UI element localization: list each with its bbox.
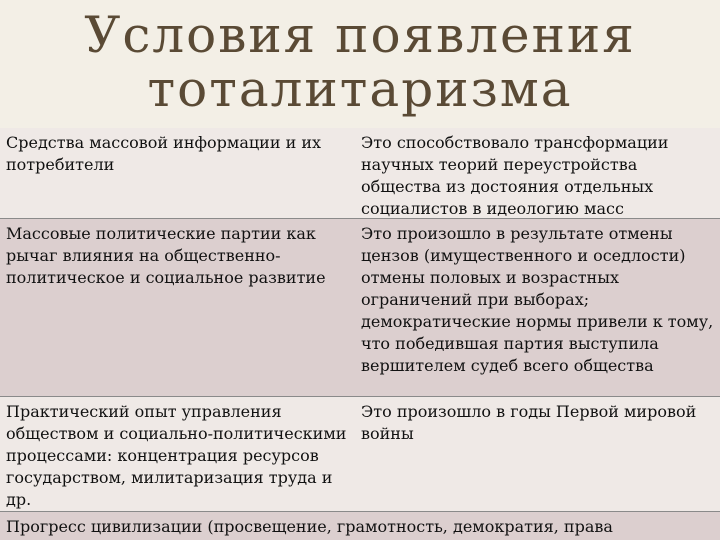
table-cell-explanation: Это произошло в годы Первой мировой войны — [355, 397, 720, 511]
page-title-line-2: тоталитаризма — [147, 60, 573, 118]
table-row — [0, 128, 720, 219]
table-cell-condition: Средства массовой информации и их потребители — [0, 128, 355, 218]
table-cell-condition: Массовые политические партии как рычаг влияния на общественно-политическое и социальное развитие — [0, 219, 355, 396]
conditions-table — [0, 128, 720, 540]
table-row — [0, 397, 720, 512]
table-row — [0, 512, 720, 540]
page-title-line-1: Условия появления — [84, 6, 636, 64]
table-row — [0, 219, 720, 397]
table-cell-explanation: Это произошло в результате отмены цензов (имущественного и оседлости) отмены половых и возрастных ограничений при выборах; демократические нормы привели к тому, что победившая партия выступила вершителем судеб всего общества — [355, 219, 720, 396]
table-cell-condition: Практический опыт управления обществом и социально-политическими процессами: концентрация ресурсов государством, милитаризация труда и др. — [0, 397, 355, 511]
page-title — [0, 0, 720, 128]
table-cell-explanation: Это способствовало трансформации научных теорий переустройства общества из достояния отдельных социалистов в идеологию масс — [355, 128, 720, 218]
table-cell-condition: Прогресс цивилизации (просвещение, грамотность, демократия, права — [0, 512, 720, 540]
